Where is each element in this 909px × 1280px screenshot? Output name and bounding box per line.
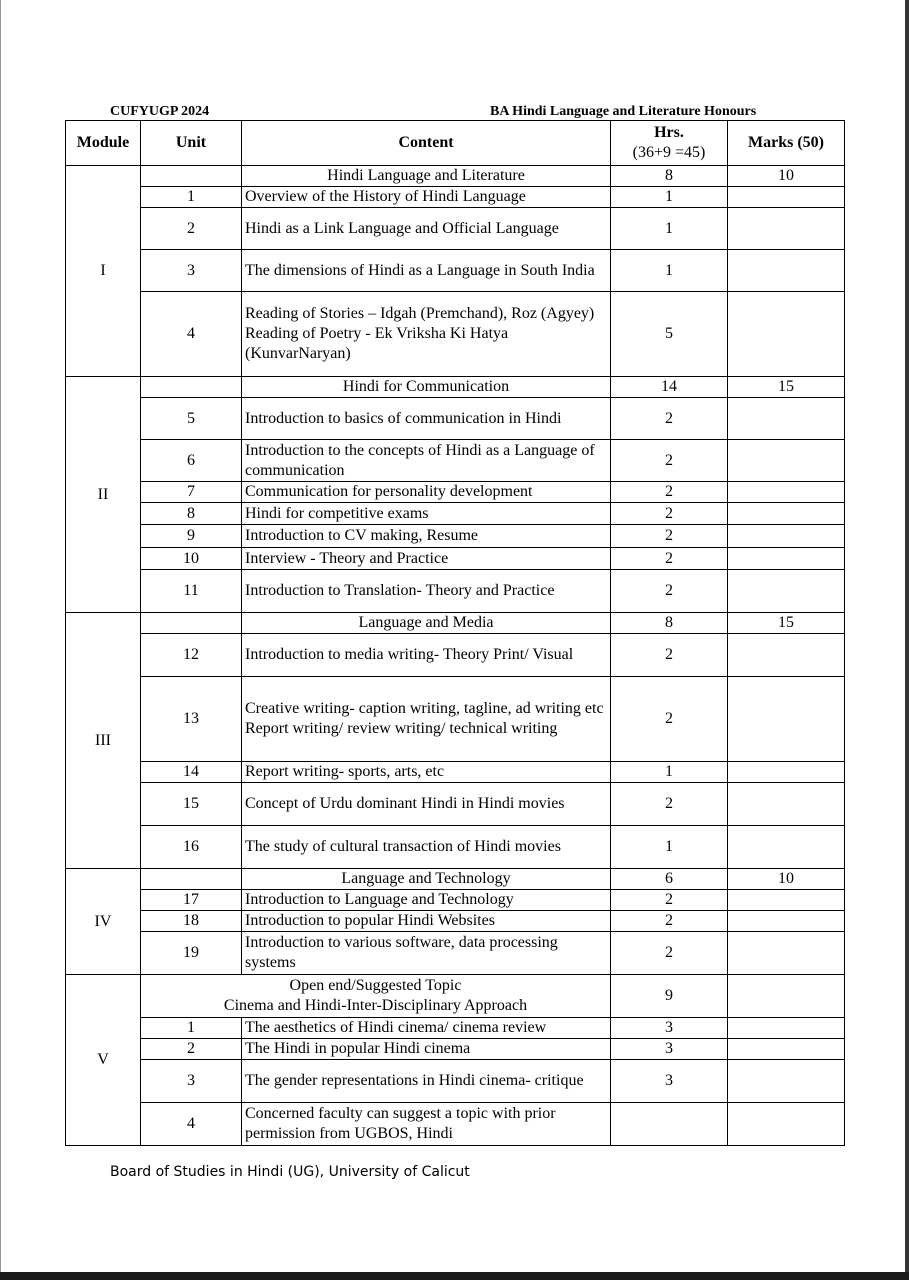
unit-number: 9 — [141, 525, 242, 548]
module-hours: 6 — [611, 869, 728, 890]
table-row — [66, 548, 845, 570]
module-title-row — [66, 166, 845, 187]
unit-content: Reading of Stories – Idgah (Premchand), Roz (Agyey) Reading of Poetry - Ek Vriksha Ki Hatya (KunvarNaryan) — [242, 292, 611, 377]
unit-content: Report writing- sports, arts, etc — [242, 762, 611, 783]
unit-content: Introduction to popular Hindi Websites — [242, 911, 611, 932]
module-title: Language and Media — [242, 613, 611, 634]
unit-content: Introduction to basics of communication in Hindi — [242, 398, 611, 440]
unit-content: Interview - Theory and Practice — [242, 548, 611, 570]
table-row — [66, 677, 845, 762]
unit-number: 14 — [141, 762, 242, 783]
unit-number: 19 — [141, 932, 242, 975]
module-title-row — [66, 975, 845, 1018]
footer-board-of-studies: Board of Studies in Hindi (UG), University of Calicut — [110, 1164, 470, 1180]
unit-content: The aesthetics of Hindi cinema/ cinema review — [242, 1018, 611, 1039]
table-row — [66, 292, 845, 377]
unit-hours: 1 — [611, 208, 728, 250]
unit-content: Introduction to the concepts of Hindi as a Language of communication — [242, 440, 611, 482]
unit-content: Hindi as a Link Language and Official Language — [242, 208, 611, 250]
unit-number: 15 — [141, 783, 242, 826]
unit-hours: 1 — [611, 826, 728, 869]
syllabus-table — [65, 120, 845, 1146]
unit-hours: 2 — [611, 440, 728, 482]
table-row — [66, 250, 845, 292]
unit-hours: 2 — [611, 398, 728, 440]
col-header-module: Module — [66, 121, 141, 166]
unit-content: Creative writing- caption writing, tagline, ad writing etc Report writing/ review writing/ technical writing — [242, 677, 611, 762]
module-marks: 10 — [728, 166, 845, 187]
module-title: Language and Technology — [242, 869, 611, 890]
unit-content: The Hindi in popular Hindi cinema — [242, 1039, 611, 1060]
table-row — [66, 890, 845, 911]
unit-hours: 2 — [611, 890, 728, 911]
unit-hours: 2 — [611, 783, 728, 826]
unit-content: Overview of the History of Hindi Language — [242, 187, 611, 208]
unit-number: 17 — [141, 890, 242, 911]
unit-number: 3 — [141, 250, 242, 292]
unit-content: Concerned faculty can suggest a topic with prior permission from UGBOS, Hindi — [242, 1103, 611, 1146]
table-row — [66, 525, 845, 548]
page-bottom-bar — [0, 1272, 909, 1280]
unit-number: 5 — [141, 398, 242, 440]
unit-hours: 1 — [611, 762, 728, 783]
unit-hours: 3 — [611, 1060, 728, 1103]
module-title-block — [141, 975, 611, 1018]
module-title-row — [66, 377, 845, 398]
table-row — [66, 932, 845, 975]
module-title-row — [66, 613, 845, 634]
col-header-marks: Marks (50) — [728, 121, 845, 166]
table-row — [66, 762, 845, 783]
table-header-row — [66, 121, 845, 166]
unit-hours: 3 — [611, 1018, 728, 1039]
unit-number: 1 — [141, 1018, 242, 1039]
col-header-content: Content — [242, 121, 611, 166]
module-title-row — [66, 869, 845, 890]
unit-number: 4 — [141, 292, 242, 377]
table-row — [66, 398, 845, 440]
unit-content: Introduction to media writing- Theory Print/ Visual — [242, 634, 611, 677]
table-row — [66, 208, 845, 250]
col-header-hours-total: (36+9 =45) — [632, 144, 706, 161]
unit-content: Introduction to CV making, Resume — [242, 525, 611, 548]
col-header-hours-label: Hrs. — [654, 124, 684, 141]
unit-number: 11 — [141, 570, 242, 613]
unit-content: The study of cultural transaction of Hindi movies — [242, 826, 611, 869]
module-id: II — [66, 377, 141, 613]
table-row — [66, 570, 845, 613]
table-row — [66, 1039, 845, 1060]
unit-content: Introduction to Translation- Theory and Practice — [242, 570, 611, 613]
col-header-hours — [611, 121, 728, 166]
unit-content: The dimensions of Hindi as a Language in South India — [242, 250, 611, 292]
module-id: III — [66, 613, 141, 869]
table-row — [66, 911, 845, 932]
unit-hours: 2 — [611, 570, 728, 613]
unit-number: 13 — [141, 677, 242, 762]
unit-hours: 2 — [611, 525, 728, 548]
module-id: IV — [66, 869, 141, 975]
header-programme-title: BA Hindi Language and Literature Honours — [490, 104, 757, 119]
unit-hours: 1 — [611, 250, 728, 292]
unit-hours: 2 — [611, 677, 728, 762]
page-edge-left — [0, 0, 1, 1280]
module-title: Hindi for Communication — [242, 377, 611, 398]
unit-hours: 2 — [611, 911, 728, 932]
unit-content: The gender representations in Hindi cinema- critique — [242, 1060, 611, 1103]
col-header-unit: Unit — [141, 121, 242, 166]
module-marks: 15 — [728, 377, 845, 398]
module-marks: 15 — [728, 613, 845, 634]
unit-number: 7 — [141, 482, 242, 503]
table-row — [66, 1060, 845, 1103]
unit-hours: 2 — [611, 548, 728, 570]
page-edge-right — [905, 0, 909, 1280]
unit-number: 10 — [141, 548, 242, 570]
module-hours: 14 — [611, 377, 728, 398]
unit-hours: 2 — [611, 932, 728, 975]
module-hours: 8 — [611, 166, 728, 187]
unit-number: 4 — [141, 1103, 242, 1146]
module-marks: 10 — [728, 869, 845, 890]
header-course-code: CUFYUGP 2024 — [110, 104, 210, 119]
unit-content: Introduction to Language and Technology — [242, 890, 611, 911]
table-row — [66, 1018, 845, 1039]
table-row — [66, 503, 845, 525]
module-id: V — [66, 975, 141, 1146]
unit-number: 8 — [141, 503, 242, 525]
module-title: Open end/Suggested Topic — [289, 977, 462, 994]
unit-hours: 2 — [611, 482, 728, 503]
table-row — [66, 187, 845, 208]
unit-number: 18 — [141, 911, 242, 932]
unit-content: Concept of Urdu dominant Hindi in Hindi movies — [242, 783, 611, 826]
unit-number: 3 — [141, 1060, 242, 1103]
table-row — [66, 634, 845, 677]
unit-hours: 2 — [611, 503, 728, 525]
unit-hours: 1 — [611, 187, 728, 208]
unit-number: 12 — [141, 634, 242, 677]
unit-hours: 5 — [611, 292, 728, 377]
table-row — [66, 783, 845, 826]
table-row — [66, 482, 845, 503]
unit-number: 1 — [141, 187, 242, 208]
module-marks — [728, 975, 845, 1018]
unit-number: 16 — [141, 826, 242, 869]
table-row — [66, 826, 845, 869]
unit-hours: 2 — [611, 634, 728, 677]
unit-number: 2 — [141, 1039, 242, 1060]
unit-number: 2 — [141, 208, 242, 250]
module-subtitle: Cinema and Hindi-Inter-Disciplinary Approach — [223, 997, 528, 1014]
unit-content: Communication for personality development — [242, 482, 611, 503]
unit-hours: 3 — [611, 1039, 728, 1060]
table-row — [66, 1103, 845, 1146]
table-row — [66, 440, 845, 482]
module-title: Hindi Language and Literature — [242, 166, 611, 187]
unit-number: 6 — [141, 440, 242, 482]
unit-hours — [611, 1103, 728, 1146]
unit-content: Hindi for competitive exams — [242, 503, 611, 525]
unit-content: Introduction to various software, data processing systems — [242, 932, 611, 975]
module-hours: 9 — [611, 975, 728, 1018]
module-id: I — [66, 166, 141, 377]
module-hours: 8 — [611, 613, 728, 634]
